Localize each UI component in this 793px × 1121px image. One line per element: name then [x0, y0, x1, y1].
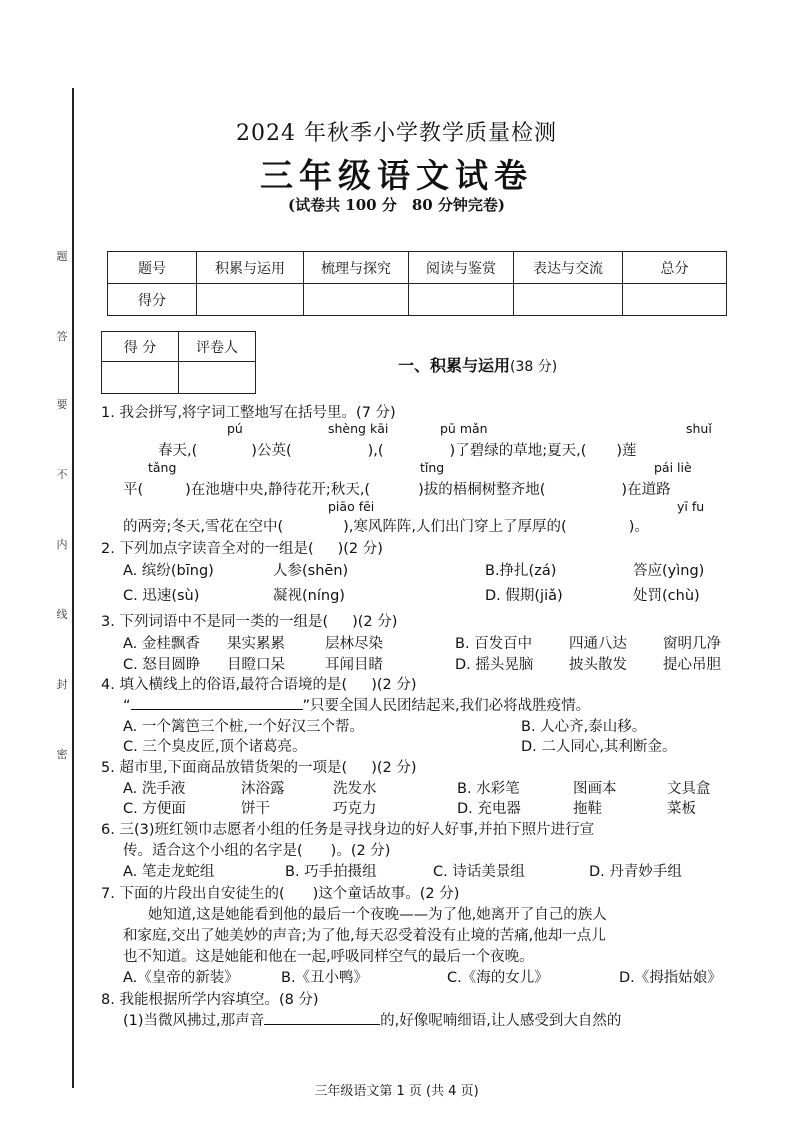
pinyin: pái liè — [654, 460, 692, 475]
score-row-label: 得分 — [108, 284, 197, 316]
section-title — [398, 353, 557, 376]
q2-option-b[interactable]: B.挣扎(zá) — [485, 563, 557, 579]
page-footer: 三年级语文第 1 页 (共 4 页) — [314, 1084, 479, 1099]
q1-line-1: 春天,( )公英( ),( )了碧绿的草地;夏天,( )莲 — [158, 443, 637, 459]
q7-passage-line: 和家庭,交出了她美妙的声音;为了他,每天忍受着没有止境的苦痛,他却一点儿 — [123, 928, 606, 944]
binding-char: 答 — [56, 330, 68, 343]
q6-option-a[interactable]: A. 笔走龙蛇组 — [123, 864, 215, 880]
score-cell[interactable] — [304, 284, 409, 316]
q4-option-a[interactable]: A. 一个篱笆三个桩,一个好汉三个帮。 — [123, 719, 364, 735]
q8-blank-1[interactable] — [264, 1010, 380, 1025]
grader-name-cell[interactable] — [179, 362, 256, 394]
q8-line-1: (1)当微风拂过,那声音 的,好像呢喃细语,让人感受到大自然的 — [123, 1009, 621, 1030]
pinyin: shèng kāi — [328, 421, 389, 436]
pinyin: yī fu — [677, 499, 705, 514]
binding-char: 题 — [56, 250, 68, 263]
q2-option-d[interactable]: D. 假期(jiǎ) — [485, 588, 563, 604]
pinyin: piāo fēi — [328, 499, 375, 514]
q4-quote: “ ”只要全国人民团结起来,我们必将战胜疫情。 — [123, 694, 590, 715]
binding-char: 要 — [56, 398, 68, 411]
binding-char: 封 — [56, 678, 68, 691]
pinyin: shuǐ — [686, 421, 712, 436]
score-cell[interactable] — [197, 284, 304, 316]
q4-option-b[interactable]: B. 人心齐,泰山移。 — [521, 719, 647, 735]
pinyin: tǐng — [420, 460, 445, 475]
pinyin: tǎng — [148, 460, 177, 475]
score-header-cell: 题号 — [108, 252, 197, 284]
score-header-cell: 总分 — [623, 252, 727, 284]
section-title-text: 一、积累与运用 — [398, 356, 511, 375]
q2-option-c[interactable]: C. 迅速(sù) — [123, 588, 200, 604]
q2-option-a[interactable]: A. 缤纷(bīng) — [123, 563, 214, 579]
score-table — [107, 251, 727, 316]
q6-option-b[interactable]: B. 巧手拍摄组 — [285, 864, 377, 880]
score-header-cell: 梳理与探究 — [304, 252, 409, 284]
exam-subtitle: (试卷共 100 分 80 分钟完卷) — [287, 196, 506, 214]
q7-passage-line: 也不知道。这是她能和他在一起,呼吸同样空气的最后一个夜晚。 — [123, 949, 534, 965]
score-table-score-row — [108, 284, 727, 316]
q1-line-3: 的两旁;冬天,雪花在空中( ),寒风阵阵,人们出门穿上了厚厚的( )。 — [123, 519, 649, 535]
q6-option-d[interactable]: D. 丹青妙手组 — [589, 864, 682, 880]
q2-option-b-2: 答应(yìng) — [633, 563, 705, 579]
q7-option-d[interactable]: D.《拇指姑娘》 — [619, 970, 722, 986]
q3-option-c[interactable]: C. 怒目圆睁 — [123, 657, 201, 673]
exam-page: 题 答 要 不 内 线 封 密 2024 年秋季小学教学质量检测 三年级语文试卷 (试卷共 100 分 80 分钟完卷) 题号 积累与运用 梳理与探究 阅读与鉴赏 表达与交流 总分 得分 得 分 评卷人 一、积累与运用(38 分) 1. 我会拼写,将字词工整地写在括号里。(7 分) pú shèng kāi pū mǎn shuǐ 春天,( )公英( ),( )了碧绿的草地;夏天,( )莲 tǎng tǐng pái liè 平( )在池塘中央,静待花开;秋天,( )拔的梧桐树整齐地( )在道路 piāo fēi yī fu 的两旁;冬天,雪花在空中( ),寒风阵阵,人们出门穿上了厚厚的( )。 2. 下列加点字读音全对的一组是( )(2 分) A. 缤纷(bīng) 人参(shēn) B.挣扎(zá) 答应(yìng) C. 迅速(sù) 凝视(níng) D. 假期(jiǎ) 处罚(chù) 3. 下列词语中不是同一类的一组是( )(2 分) A. 金桂飘香 果实累累 层林尽染 B. 百发百中 四通八达 窗明几净 C. 怒目圆睁 目瞪口呆 耳闻目睹 D. 摇头晃脑 披头散发 提心吊胆 4. 填入横线上的俗语,最符合语境的是( )(2 分) “ ”只要全国人民团结起来,我们必将战胜疫情。 A. 一个篱笆三个桩,一个好汉三个帮。 B. 人心齐,泰山移。 C. 三个臭皮匠,顶个诸葛亮。 D. 二人同心,其利断金。 5. 超市里,下面商品放错货架的一项是( )(2 分) A. 洗手液 沐浴露 洗发水 B. 水彩笔 图画本 文具盒 C. 方便面 饼干 巧克力 D. 充电器 拖鞋 菜板 6. 三(3)班红领巾志愿者小组的任务是寻找身边的好人好事,并拍下照片进行宣 传。适合这个小组的名字是( )。(2 分) A. 笔走龙蛇组 B. 巧手拍摄组 C. 诗话美景组 D. 丹青妙手组 7. 下面的片段出自安徒生的( )这个童话故事。(2 分) 她知道,这是她能看到他的最后一个夜晚——为了他,她离开了自己的族人 和家庭,交出了她美妙的声音;为了他,每天忍受着没有止境的苦痛,他却一点儿 也不知道。这是她能和他在一起,呼吸同样空气的最后一个夜晚。 A.《皇帝的新装》 B.《丑小鸭》 C.《海的女儿》 D.《拇指姑娘》 8. 我能根据所学内容填空。(8 分) (1)当微风拂过,那声音 的,好像呢喃细语,让人感受到大自然的 三年级语文第 1 页 (共 4 页) — [0, 0, 793, 1121]
q2-option-d-2: 处罚(chù) — [633, 588, 700, 604]
grader-name-label: 评卷人 — [179, 332, 256, 362]
q4-stem: 4. 填入横线上的俗语,最符合语境的是( )(2 分) — [101, 677, 417, 693]
pinyin: pú — [227, 421, 243, 436]
q5-option-d[interactable]: D. 充电器 — [457, 801, 521, 817]
score-cell[interactable] — [623, 284, 727, 316]
binding-char: 不 — [56, 468, 68, 481]
section-points: (38 分) — [510, 359, 558, 375]
binding-char: 密 — [56, 748, 68, 761]
score-header-cell: 阅读与鉴赏 — [409, 252, 514, 284]
q3-option-a[interactable]: A. 金桂飘香 — [123, 636, 200, 652]
q7-stem: 7. 下面的片段出自安徒生的( )这个童话故事。(2 分) — [101, 886, 460, 902]
binding-line — [72, 88, 74, 1088]
grader-table — [101, 331, 256, 394]
q5-option-c[interactable]: C. 方便面 — [123, 801, 186, 817]
q5-option-a[interactable]: A. 洗手液 — [123, 781, 186, 797]
q8-stem: 8. 我能根据所学内容填空。(8 分) — [101, 992, 319, 1008]
q6-option-c[interactable]: C. 诗话美景组 — [433, 864, 525, 880]
q7-passage-line: 她知道,这是她能看到他的最后一个夜晚——为了他,她离开了自己的族人 — [148, 907, 607, 923]
q6-stem-2: 传。适合这个小组的名字是( )。(2 分) — [123, 843, 391, 859]
q2-option-c-2: 凝视(níng) — [273, 588, 345, 604]
score-header-cell: 积累与运用 — [197, 252, 304, 284]
grader-score-label: 得 分 — [102, 332, 179, 362]
score-header-cell: 表达与交流 — [514, 252, 623, 284]
q1-stem: 1. 我会拼写,将字词工整地写在括号里。(7 分) — [101, 405, 396, 421]
q4-blank[interactable] — [131, 695, 303, 710]
binding-char: 线 — [56, 608, 68, 621]
q2-option-a-2: 人参(shēn) — [273, 563, 349, 579]
q3-option-b[interactable]: B. 百发百中 — [455, 636, 533, 652]
q3-stem: 3. 下列词语中不是同一类的一组是( )(2 分) — [101, 614, 398, 630]
q7-option-c[interactable]: C.《海的女儿》 — [447, 970, 549, 986]
score-cell[interactable] — [409, 284, 514, 316]
q2-stem: 2. 下列加点字读音全对的一组是( )(2 分) — [101, 541, 383, 557]
q7-option-b[interactable]: B.《丑小鸭》 — [281, 970, 369, 986]
q6-stem: 6. 三(3)班红领巾志愿者小组的任务是寻找身边的好人好事,并拍下照片进行宣 — [101, 822, 595, 838]
score-table-header-row — [108, 252, 727, 284]
q5-stem: 5. 超市里,下面商品放错货架的一项是( )(2 分) — [101, 760, 417, 776]
q4-option-d[interactable]: D. 二人同心,其利断金。 — [521, 739, 677, 755]
pinyin: pū mǎn — [440, 421, 488, 436]
binding-char: 内 — [56, 538, 68, 551]
exam-title: 三年级语文试卷 — [260, 156, 533, 195]
grader-score-cell[interactable] — [102, 362, 179, 394]
exam-header-line: 2024 年秋季小学教学质量检测 — [236, 121, 557, 146]
q5-option-b[interactable]: B. 水彩笔 — [457, 781, 520, 797]
q3-option-d[interactable]: D. 摇头晃脑 — [455, 657, 534, 673]
q4-option-c[interactable]: C. 三个臭皮匠,顶个诸葛亮。 — [123, 739, 307, 755]
q1-line-2: 平( )在池塘中央,静待花开;秋天,( )拔的梧桐树整齐地( )在道路 — [123, 482, 671, 498]
q7-option-a[interactable]: A.《皇帝的新装》 — [123, 970, 239, 986]
score-cell[interactable] — [514, 284, 623, 316]
